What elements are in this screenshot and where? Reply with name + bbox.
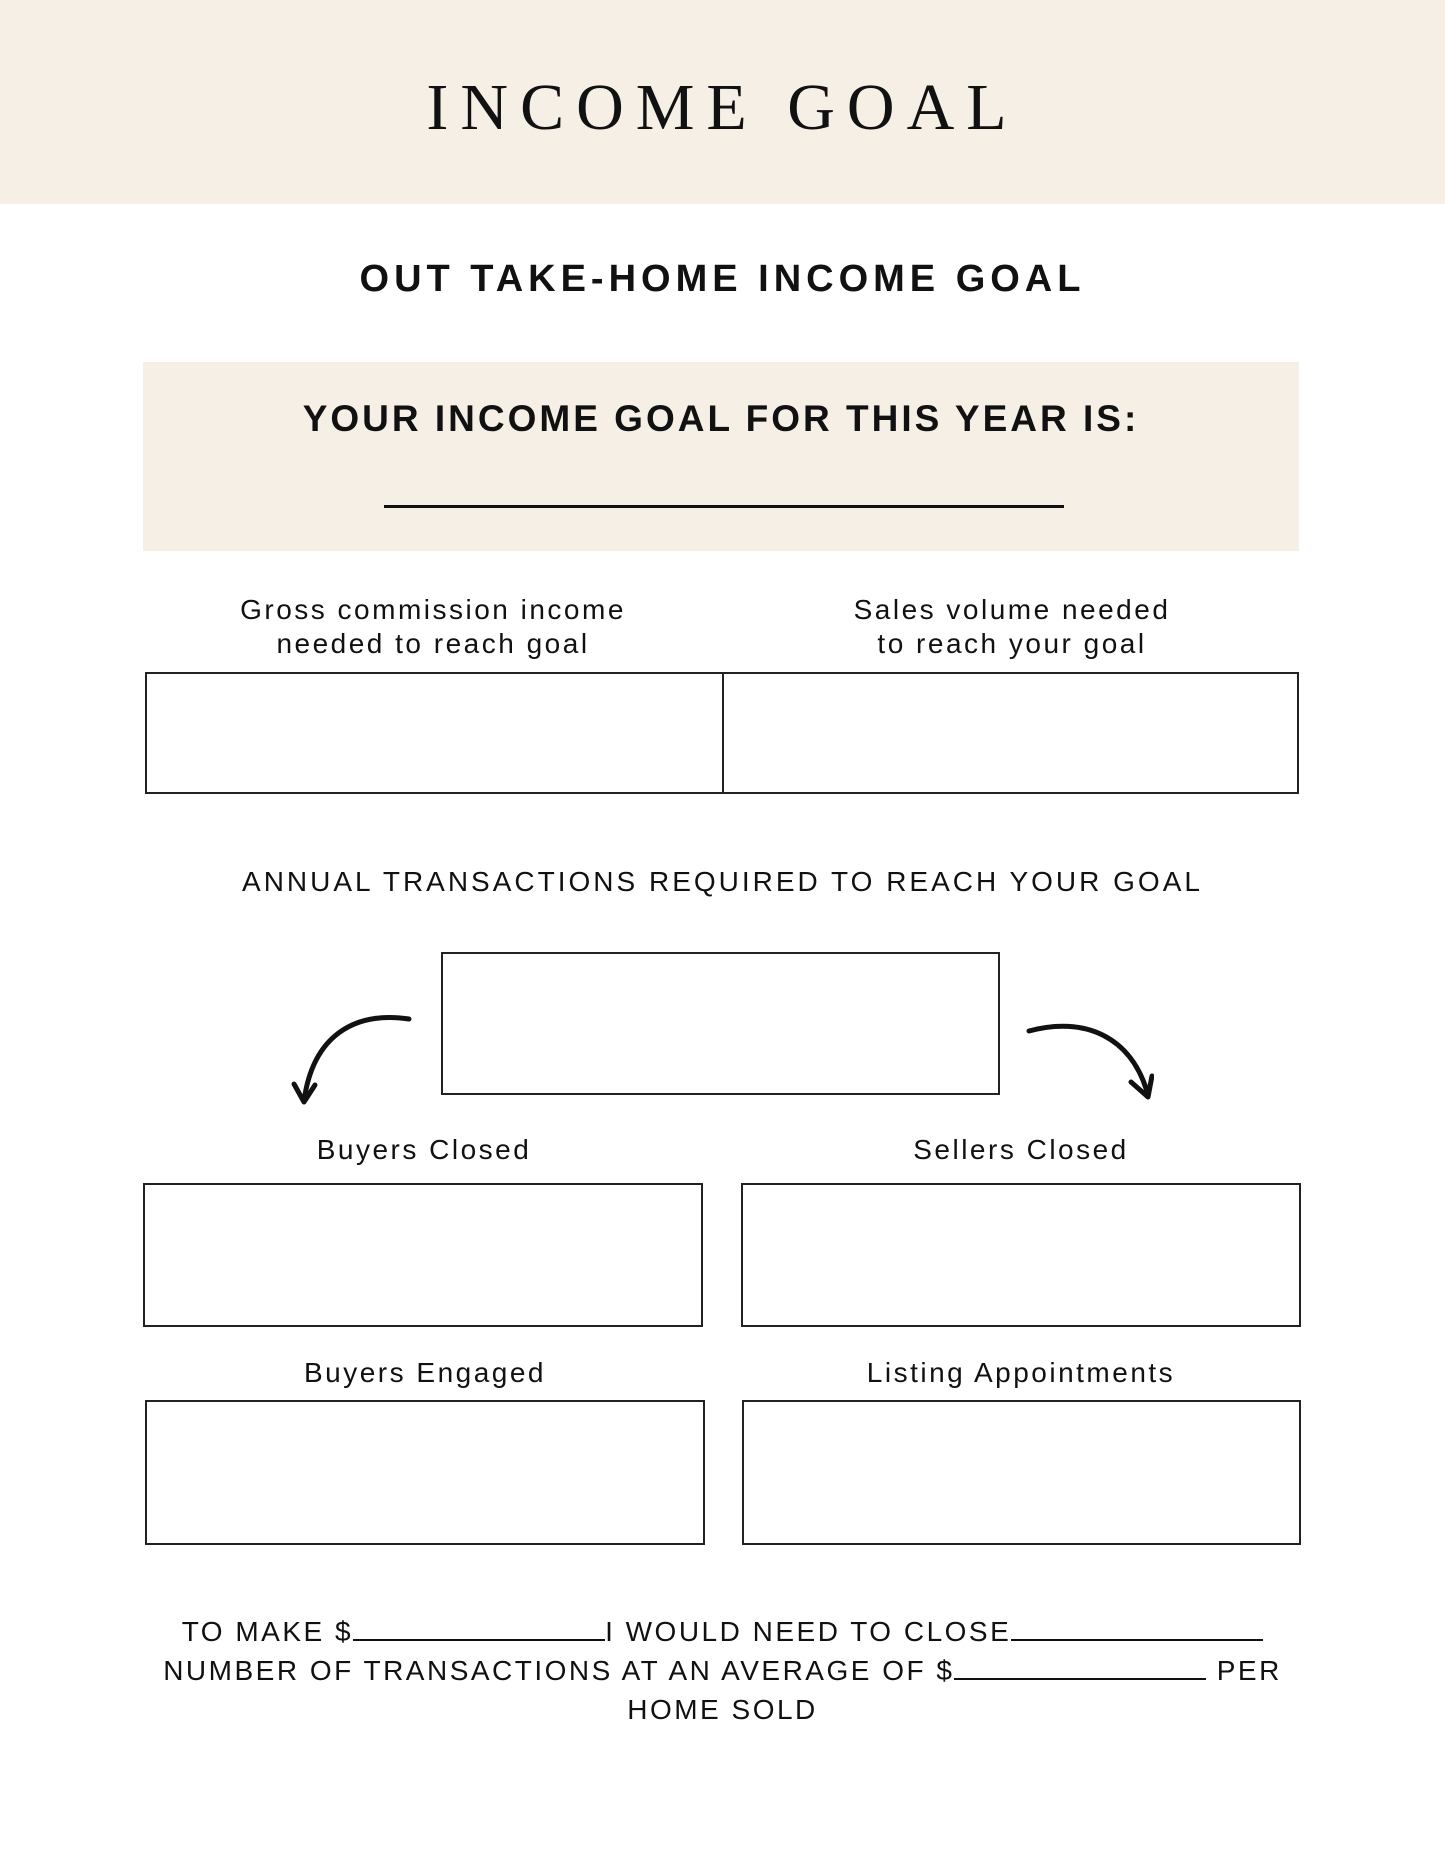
statement-part4: PER HOME SOLD — [627, 1655, 1282, 1725]
statement-part2: I WOULD NEED TO CLOSE — [605, 1616, 1012, 1647]
curved-arrow-left-icon — [285, 1005, 415, 1115]
sellers-closed-field[interactable] — [741, 1183, 1301, 1327]
gross-commission-label — [143, 593, 723, 661]
sales-volume-label — [723, 593, 1301, 661]
buyers-engaged-label: Buyers Engaged — [303, 1357, 547, 1388]
sales-volume-label-line1: Sales volume needed — [853, 594, 1171, 625]
annual-transactions-title: ANNUAL TRANSACTIONS REQUIRED TO REACH YOUR GOAL — [242, 866, 1203, 897]
statement-part1: TO MAKE $ — [181, 1616, 354, 1647]
sellers-closed-label: Sellers Closed — [913, 1134, 1129, 1165]
gross-commission-label-line2: needed to reach goal — [276, 628, 590, 659]
income-goal-heading: YOUR INCOME GOAL FOR THIS YEAR IS: — [302, 398, 1140, 439]
average-price-blank[interactable] — [954, 1654, 1206, 1680]
buyers-engaged-field[interactable] — [145, 1400, 705, 1545]
sales-volume-label-line2: to reach your goal — [877, 628, 1147, 659]
closing-statement — [140, 1612, 1305, 1729]
section-subtitle: OUT TAKE-HOME INCOME GOAL — [359, 258, 1086, 300]
buyers-closed-field[interactable] — [143, 1183, 703, 1327]
header-band — [0, 0, 1445, 204]
sales-volume-field[interactable] — [722, 672, 1299, 794]
statement-part3: NUMBER OF TRANSACTIONS AT AN AVERAGE OF $ — [163, 1655, 955, 1686]
listing-appointments-field[interactable] — [742, 1400, 1301, 1545]
income-amount-blank[interactable] — [353, 1615, 605, 1641]
page-title: INCOME GOAL — [426, 71, 1019, 144]
annual-transactions-field[interactable] — [441, 952, 1000, 1095]
buyers-closed-label: Buyers Closed — [316, 1134, 532, 1165]
gross-commission-field[interactable] — [145, 672, 724, 794]
income-goal-panel — [143, 362, 1299, 551]
income-goal-input-line[interactable] — [384, 505, 1064, 508]
curved-arrow-right-icon — [1024, 1012, 1154, 1122]
transactions-count-blank[interactable] — [1011, 1615, 1263, 1641]
gross-commission-label-line1: Gross commission income — [240, 594, 626, 625]
listing-appointments-label: Listing Appointments — [866, 1357, 1176, 1388]
